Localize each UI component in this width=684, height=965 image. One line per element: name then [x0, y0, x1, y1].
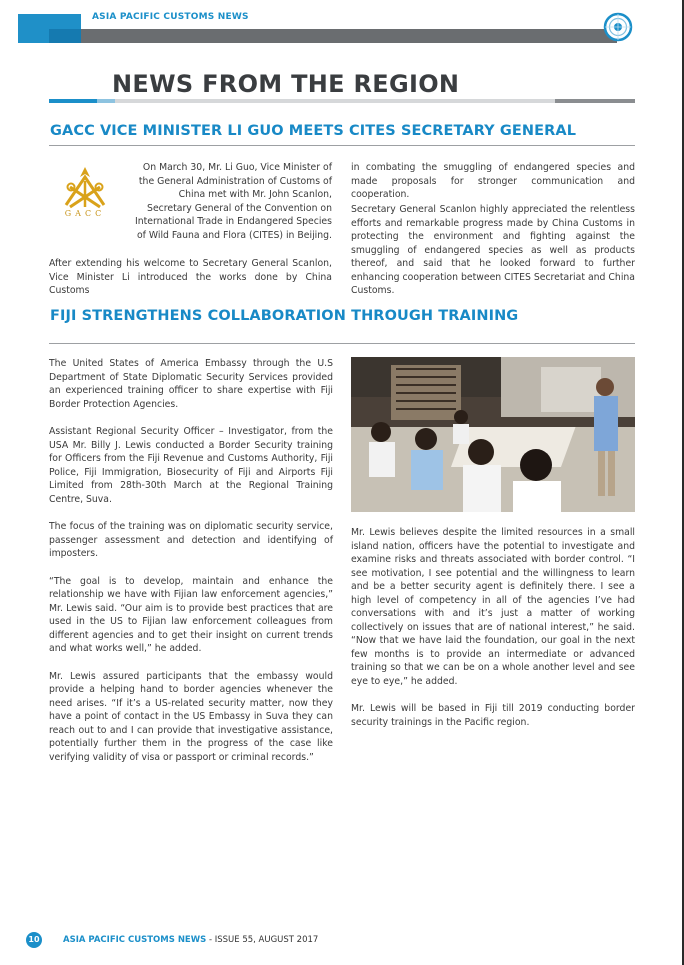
footer-publication: ASIA PACIFIC CUSTOMS NEWS: [63, 935, 207, 945]
article1-headline: GACC VICE MINISTER LI GUO MEETS CITES SECRETARY GENERAL: [50, 123, 577, 139]
header-bar: [81, 29, 617, 43]
gacc-logo-label: GACC: [64, 209, 106, 218]
section-title: NEWS FROM THE REGION: [112, 70, 460, 98]
article2-left-paragraph: “The goal is to develop, maintain and enhance the relationship we have with Fijian law enforcement agencies,” Mr. Lewis said. “Our aim is to provide best practices that are used in the US to Fijian law enforcement colleagues from different agencies and to get their insight on current trends and what works well,” he added.: [49, 575, 333, 654]
article1-rule: [49, 145, 635, 146]
page-number: 10: [26, 932, 42, 948]
publication-title: ASIA PACIFIC CUSTOMS NEWS: [92, 12, 249, 22]
wco-logo-icon: [603, 12, 633, 42]
article2-left-paragraph: Mr. Lewis assured participants that the embassy would provide a helping hand to border agencies whenever the need arises. “If it’s a US-related security matter, now they have a point of contact in the US Embassy in Suva they can reach out to and I can provide that investigative assistance, potentially further them in the progress of the case like verifying validity of visa or passport or criminal records.”: [49, 670, 333, 763]
article2-left-column: [49, 357, 333, 778]
article2-left-paragraph: The focus of the training was on diplomatic security service, passenger assessment and detection and identifying of imposters.: [49, 521, 333, 559]
title-rule-light: [97, 99, 115, 103]
article2-right-paragraph: Mr. Lewis believes despite the limited resources in a small island nation, officers have the potential to investigate and examine risks and threats associated with border control. “I see motivation, I see potential and the willingness to learn and be a better security agent is definitely there. I see a high level of competency in all of the agencies I’ve had conversations with and it’s just a matter of working collectively on issues that are of national interest,” he said. “Now that we have laid the foundation, our goal in the next few months is to provide an intermediate or advanced training so that we can be on a whole another level and see eye to eye,” he added.: [351, 527, 635, 687]
footer-issue: - ISSUE 55, AUGUST 2017: [206, 935, 319, 945]
article2-left-paragraph: Assistant Regional Security Officer – Investigator, from the USA Mr. Billy J. Lewis conducted a Border Security training for Officers from the Fiji Revenue and Customs Authority, Fiji Police, Fiji Immigration, Biosecurity of Fiji and Airports Fiji Limited from 28th-30th March at the Regional Training Centre, Suva.: [49, 426, 333, 505]
title-rule-dark: [555, 99, 635, 103]
article1-paragraph-1: On March 30, Mr. Li Guo, Vice Minister of the General Administration of Customs of China met with Mr. John Scanlon, Secretary General of the Convention on International Trade in Endangered Species of Wild Fauna and Flora (CITES) in Beijing.: [135, 162, 332, 241]
article1-paragraph-3: in combating the smuggling of endangered species and made proposals for stronger communication and cooperation.: [351, 162, 635, 200]
header-accent-shade: [49, 29, 81, 43]
article2-headline: FIJI STRENGTHENS COLLABORATION THROUGH TRAINING: [50, 308, 519, 324]
article1-paragraph-4: Secretary General Scanlon highly appreciated the relentless efforts and remarkable progress made by China Customs in protecting the environment and fighting against the smuggling of endangered species as well as products thereof, and said that he looked forward to further enhancing cooperation between CITES Secretariat and China Customs.: [351, 204, 635, 296]
title-rule-grey: [115, 99, 555, 103]
article2-left-paragraph: The United States of America Embassy through the U.S Department of State Diplomatic Security Services provided an experienced training officer to share expertise with Fiji Border Protection Agencies.: [49, 358, 333, 410]
article2-rule: [49, 343, 635, 344]
footer-line: [63, 935, 318, 945]
training-photo: [351, 357, 635, 512]
article2-right-column: [351, 526, 635, 743]
article2-right-paragraph: Mr. Lewis will be based in Fiji till 2019 conducting border security trainings in the Pacific region.: [351, 703, 635, 728]
article1-paragraph-2: After extending his welcome to Secretary General Scanlon, Vice Minister Li introduced the works done by China Customs: [49, 258, 332, 296]
title-rule-accent: [49, 99, 97, 103]
